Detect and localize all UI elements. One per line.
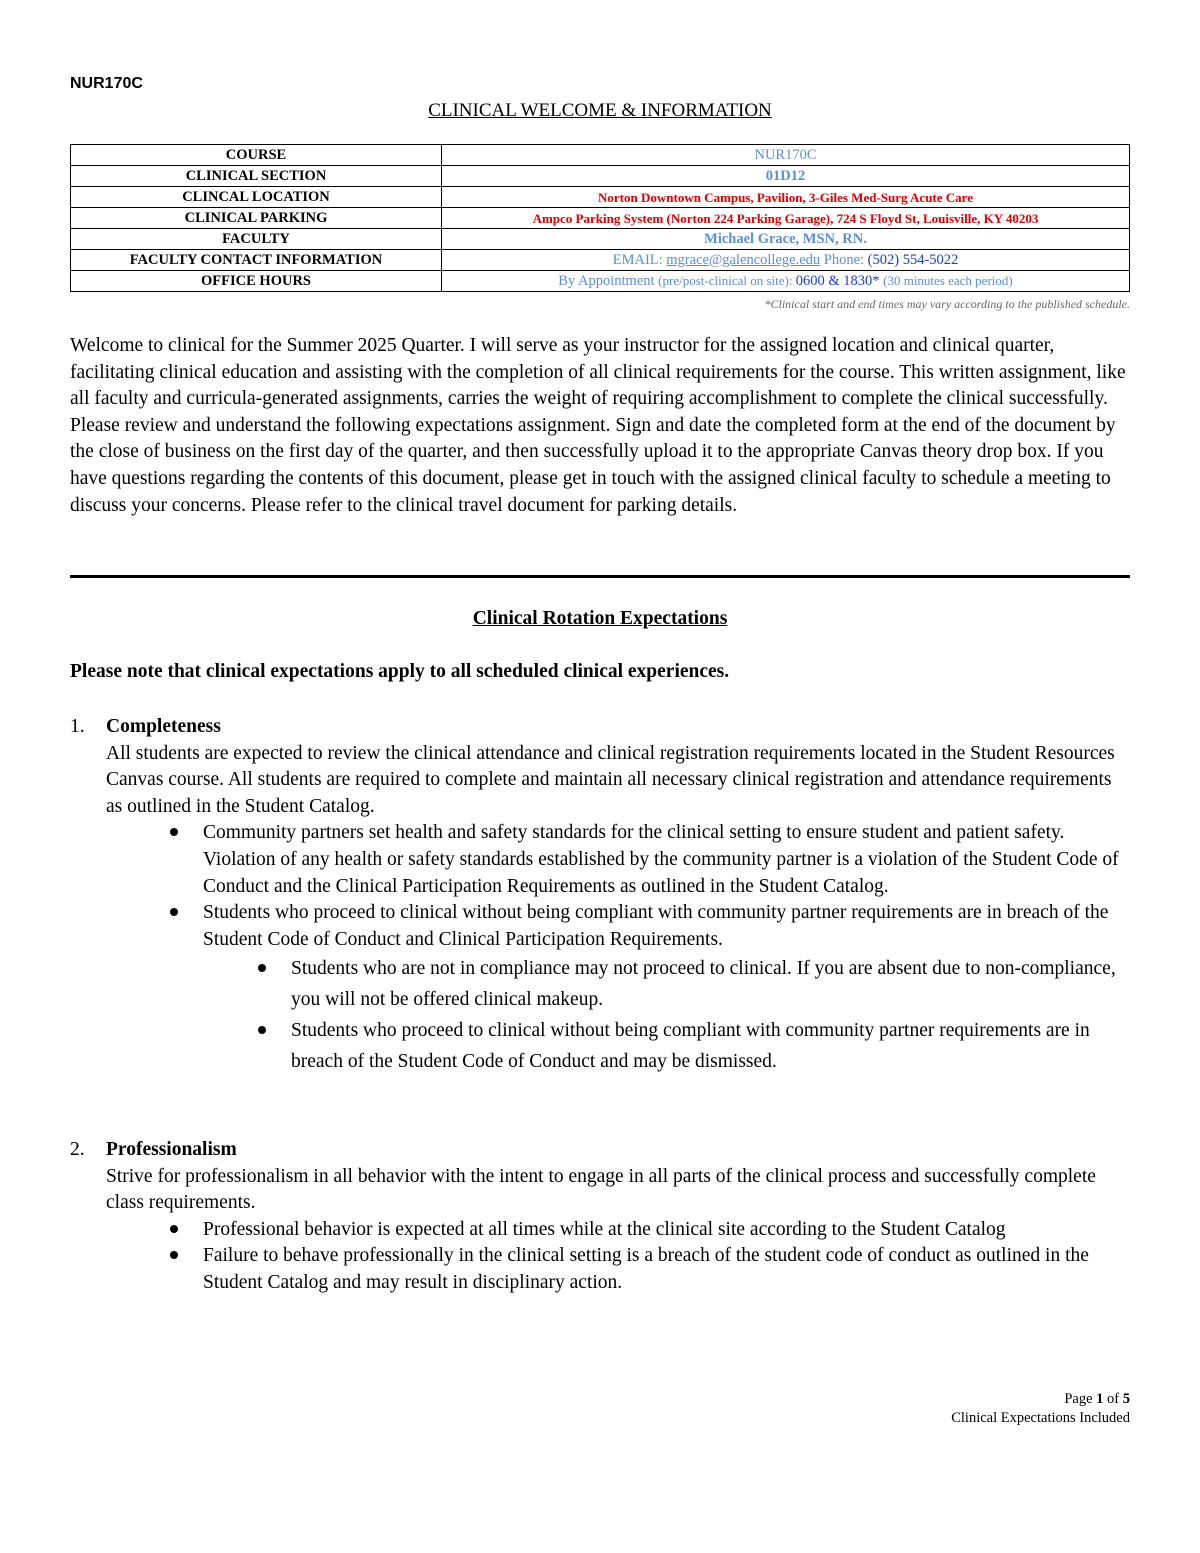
item-text: All students are expected to review the clinical attendance and clinical registration requirements located in the Student Resources Canvas course. All students are required to complete and maintain all necessary clinical registration and attendance requirements as outlined in the Student Catalog. [106, 742, 1115, 817]
hours-note: (pre/post-clinical on site): [658, 273, 796, 288]
location-value: Norton Downtown Campus, Pavilion, 3-Giles Med-Surg Acute Care [442, 187, 1130, 208]
location-label: CLINCAL LOCATION [71, 187, 442, 208]
section-label: CLINICAL SECTION [71, 166, 442, 187]
page-title: CLINICAL WELCOME & INFORMATION [428, 100, 772, 121]
list-item [70, 1217, 1132, 1244]
parking-label: CLINICAL PARKING [71, 208, 442, 229]
page-current: 1 [1096, 1391, 1104, 1407]
bullet-icon [170, 1251, 178, 1259]
item-number: 2. [70, 1139, 85, 1160]
page-number [951, 1390, 1130, 1409]
page-of: of [1103, 1391, 1123, 1407]
hours-value [442, 271, 1130, 292]
table-row [71, 271, 1130, 292]
bullet-icon [170, 1225, 178, 1233]
list-item [70, 953, 1132, 1015]
item-number: 1. [70, 716, 85, 737]
faculty-label: FACULTY [71, 229, 442, 250]
list-item-text: Students who proceed to clinical without being compliant with community partner requirements are in breach of the Student Code of Conduct and Clinical Participation Requirements. [203, 902, 1109, 950]
email-prefix: EMAIL: [612, 251, 667, 268]
course-value: NUR170C [442, 145, 1130, 166]
table-row [71, 166, 1130, 187]
page-footer [951, 1390, 1130, 1428]
bullet-list [106, 1217, 1132, 1297]
welcome-paragraph: Welcome to clinical for the Summer 2025 Quarter. I will serve as your instructor for the assigned location and clinical quarter, facilitating clinical education and assisting with the completion of all clinical requirements for the course. This written assignment, like all faculty and curricula-generated assignments, carries the weight of requiring accomplishment to complete the clinical successfully. Please review and understand the following expectations assignment. Sign and date the completed form at the end of the document by the close of business on the first day of the quarter, and then successfully upload it to the appropriate Canvas theory drop box. If you have questions regarding the contents of this document, please get in touch with the assigned clinical faculty to schedule a meeting to discuss your concerns. Please refer to the clinical travel document for parking details. [70, 335, 1126, 516]
course-label: COURSE [71, 145, 442, 166]
bullet-icon [258, 964, 266, 972]
parking-value: Ampco Parking System (Norton 224 Parking Garage), 724 S Floyd St, Louisville, KY 40203 [442, 208, 1130, 229]
expectations-note: Please note that clinical expectations apply to all scheduled clinical experiences. [70, 661, 730, 682]
section-divider [70, 575, 1130, 578]
bullet-icon [170, 828, 178, 836]
bullet-icon [170, 908, 178, 916]
list-item-text: Community partners set health and safety standards for the clinical setting to ensure student and patient safety. Violation of any health or safety standards established by the community partner is a violation of the Student Code of Conduct and the Clinical Participation Requirements as outlined in the Student Catalog. [203, 822, 1119, 897]
course-code-header: NUR170C [70, 75, 143, 92]
item-heading: Professionalism [106, 1139, 237, 1160]
faculty-value: Michael Grace, MSN, RN. [442, 229, 1130, 250]
list-item-text: Students who are not in compliance may not proceed to clinical. If you are absent due to non-compliance, you will not be offered clinical makeup. [291, 958, 1116, 1011]
expectation-item-completeness [70, 714, 1132, 1077]
phone-prefix: Phone: [820, 251, 868, 268]
table-row [71, 145, 1130, 166]
item-heading: Completeness [106, 716, 221, 737]
list-item-text: Students who proceed to clinical without being compliant with community partner requirements are in breach of the Student Code of Conduct and may be dismissed. [291, 1020, 1090, 1073]
hours-times: 0600 & 1830* [795, 273, 884, 289]
section-value: 01D12 [442, 166, 1130, 187]
item-text: Strive for professionalism in all behavior with the intent to engage in all parts of the clinical process and successfully complete class requirements. [106, 1165, 1096, 1214]
contact-label: FACULTY CONTACT INFORMATION [71, 250, 442, 271]
bullet-list [106, 820, 1132, 1077]
schedule-footnote: *Clinical start and end times may vary according to the published schedule. [764, 297, 1130, 311]
page-prefix: Page [1064, 1391, 1097, 1407]
bullet-icon [258, 1026, 266, 1034]
hours-prefix: By Appointment [558, 273, 659, 289]
expectations-title: Clinical Rotation Expectations [472, 608, 728, 629]
hours-period: (30 minutes each period) [883, 273, 1013, 288]
list-item [70, 900, 1132, 953]
footer-subtitle: Clinical Expectations Included [951, 1410, 1130, 1426]
hours-label: OFFICE HOURS [71, 271, 442, 292]
table-row [71, 208, 1130, 229]
list-item [70, 1243, 1132, 1296]
clinical-info-table [70, 144, 1130, 292]
email-link[interactable]: mgrace@galencollege.edu [666, 251, 821, 268]
table-row [71, 229, 1130, 250]
list-item-text: Failure to behave professionally in the clinical setting is a breach of the student code of conduct as outlined in the Student Catalog and may result in disciplinary action. [203, 1245, 1089, 1293]
list-item-text: Professional behavior is expected at all times while at the clinical site according to the Student Catalog [203, 1218, 1006, 1240]
table-row [71, 250, 1130, 271]
phone-number: (502) 554-5022 [867, 251, 959, 268]
list-item [70, 1015, 1132, 1077]
expectation-item-professionalism [70, 1137, 1132, 1297]
contact-value [442, 250, 1130, 271]
list-item [70, 820, 1132, 900]
page-total: 5 [1122, 1391, 1130, 1407]
table-row [71, 187, 1130, 208]
